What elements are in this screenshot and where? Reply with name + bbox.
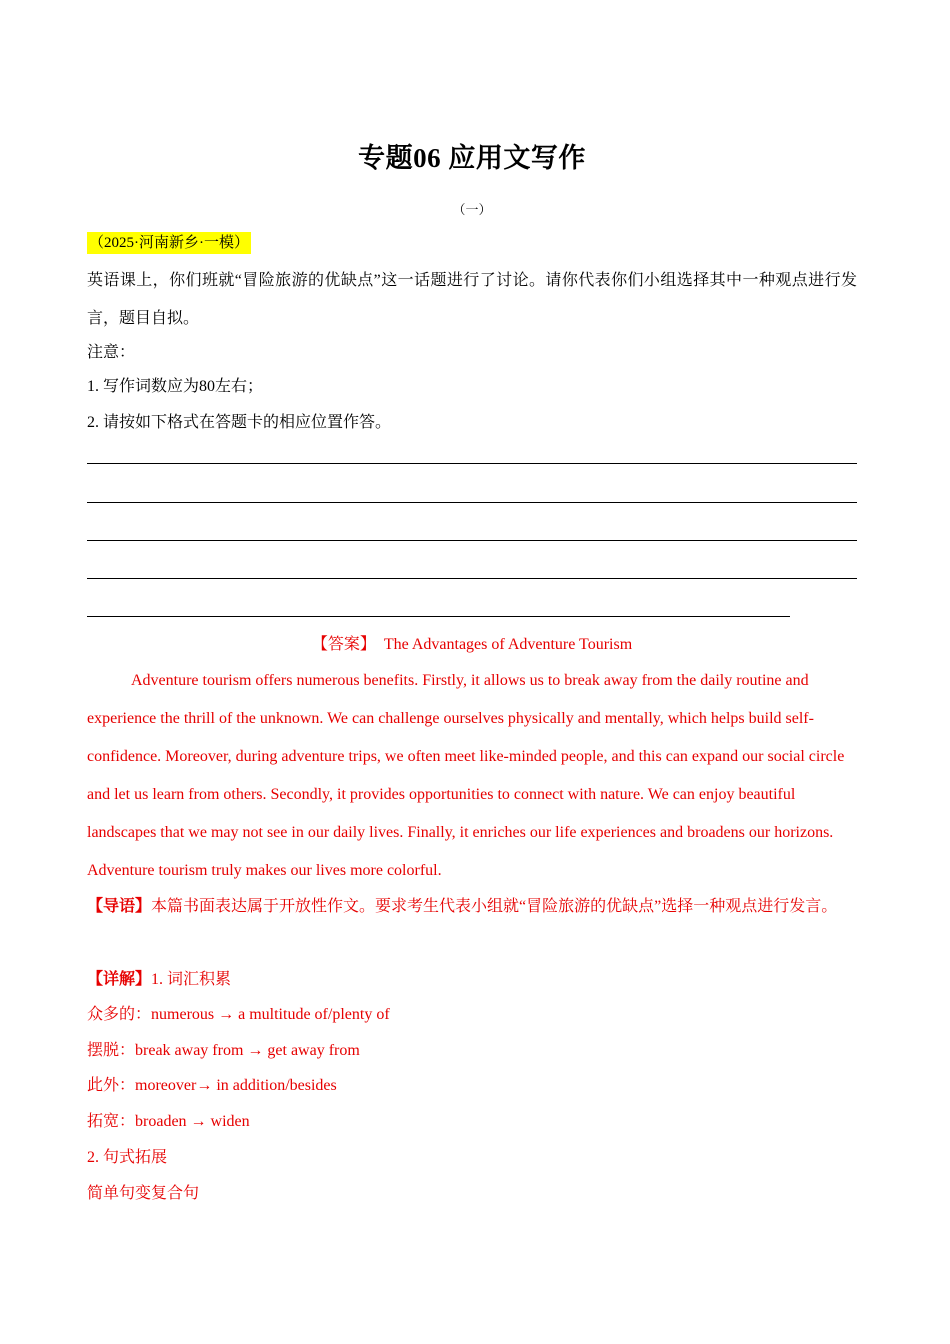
vocab-item bbox=[87, 1112, 250, 1132]
notes-heading: 注意： bbox=[87, 344, 136, 361]
vocab-en: break away from → get away from bbox=[135, 1042, 360, 1059]
details-section-2: 2. 句式拓展 bbox=[87, 1149, 168, 1166]
vocab-item bbox=[87, 1076, 337, 1096]
guide-paragraph bbox=[87, 889, 857, 925]
answer-heading bbox=[87, 634, 857, 656]
vocab-cn: 拓宽： bbox=[87, 1113, 136, 1130]
vocab-en: broaden → widen bbox=[135, 1113, 250, 1130]
answer-label: 【答案】 bbox=[311, 636, 376, 653]
details-section-2-sub: 简单句变复合句 bbox=[87, 1185, 200, 1202]
answer-blank-line[interactable] bbox=[87, 463, 857, 464]
answer-essay: Adventure tourism offers numerous benefits. Firstly, it allows us to break away from the daily routine and experience the thrill of the unknown. We can challenge ourselves physically and mentally, which helps build self-confidence. Moreover, during adventure trips, we often meet like-minded people, and this can expand our social circle and let us learn from others. Secondly, it provides opportunities to connect with nature. We can enjoy beautiful landscapes that we may not see in our daily lives. Finally, it enriches our life experiences and broadens our horizons. Adventure tourism truly makes our lives more colorful. bbox=[87, 672, 845, 879]
answer-title: The Advantages of Adventure Tourism bbox=[383, 636, 633, 653]
vocab-item bbox=[87, 1041, 360, 1061]
answer-blank-line[interactable] bbox=[87, 502, 857, 503]
vocab-item bbox=[87, 1005, 390, 1025]
answer-blank-line[interactable] bbox=[87, 578, 857, 579]
writing-prompt: 英语课上，你们班就“冒险旅游的优缺点”这一话题进行了讨论。请你代表你们小组选择其中一种观点进行发言，题目自拟。 bbox=[87, 272, 857, 327]
vocab-cn: 摆脱： bbox=[87, 1042, 136, 1059]
details-heading bbox=[87, 970, 231, 990]
guide-text: 本篇书面表达属于开放性作文。要求考生代表小组就“冒险旅游的优缺点”选择一种观点进行发言。 bbox=[151, 898, 838, 915]
details-section-1: 1. 词汇积累 bbox=[151, 971, 232, 988]
note-item-2: 2. 请按如下格式在答题卡的相应位置作答。 bbox=[87, 414, 392, 431]
vocab-cn: 此外： bbox=[87, 1077, 136, 1094]
section-number: （一） bbox=[452, 202, 492, 217]
note-item-1: 1. 写作词数应为80左右； bbox=[87, 378, 264, 395]
guide-label: 【导语】 bbox=[87, 898, 152, 915]
page-title: 专题06 应用文写作 bbox=[358, 143, 586, 173]
vocab-cn: 众多的： bbox=[87, 1006, 152, 1023]
vocab-en: moreover→ in addition/besides bbox=[135, 1077, 337, 1094]
details-label: 【详解】 bbox=[87, 971, 152, 988]
answer-blank-line[interactable] bbox=[87, 540, 857, 541]
answer-blank-line[interactable] bbox=[87, 616, 790, 617]
vocab-en: numerous → a multitude of/plenty of bbox=[151, 1006, 390, 1023]
source-tag: （2025·河南新乡·一模） bbox=[87, 232, 251, 254]
